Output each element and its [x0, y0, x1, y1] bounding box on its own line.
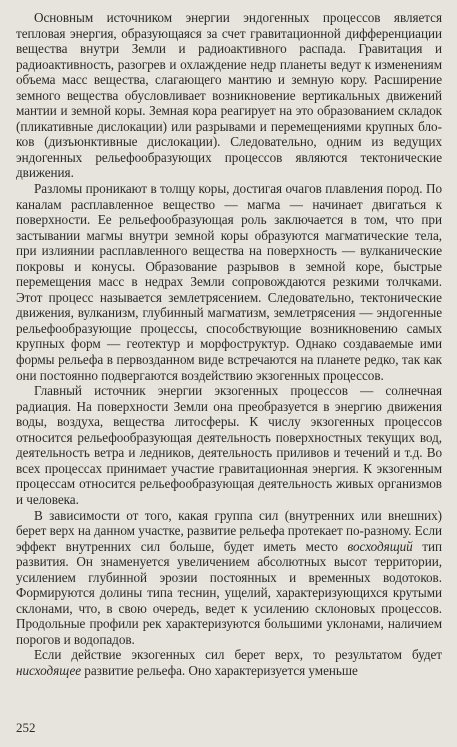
text-run: развитие рельефа. Оно характеризуется уменьше — [81, 662, 358, 678]
paragraph-2 — [16, 181, 442, 383]
italic-term: нисходящее — [16, 662, 82, 678]
text-run: Основным источником энергии эндогенных процессов является тепловая энергия, образующаяся за счет гравитационной дифференциации вещества внутри Земли и радиоактивного распада. Гравитация и радиоактивность, разогрев и охлаждение недр планеты ведут к изменениям объема масс вещества, слагающего мантию и земную кору. Расширение земного вещества обусловливает возникновение вертикальных движений мантии и земной коры. Земная кора реагирует на это образованием складок (пликативные дислокации) или разрывами и перемещениями крупных блоков (дизъюнктивные дислокации). Следовательно, одним из ведущих эндогенных рельефообразующих процессов являются тектонические движения. — [16, 10, 442, 181]
text-run: тип развития. Он знаменуется увеличением абсолютных высот территории, усилением глубинной эрозии постоянных и временных водотоков. Формируются долины типа теснин, ущелий, характеризующихся крутыми склонами, что, в свою очередь, ведет к усилению склоновых процессов. Продольные профили рек характеризуются большими уклонами, наличием порогов и водопадов. — [16, 538, 442, 647]
paragraph-1 — [16, 10, 442, 181]
paragraph-5 — [16, 647, 442, 678]
text-run: В зависимости от того, какая группа сил (внутренних или внешних) берет верх на данном участке, развитие рельефа протекает по-разному. Если эффект внутренних сил больше, будет иметь место — [16, 507, 443, 554]
text-body — [16, 10, 442, 679]
text-run: Если действие экзогенных сил берет верх, то результатом будет — [34, 647, 442, 663]
page-number: 252 — [16, 720, 36, 735]
text-run: Разломы проникают в толщу коры, достигая очагов плавления пород. По каналам расплавленное вещество — магма — начинает двигаться к поверхности. Ее рельефообразующая роль заключается в том, что при застывании магмы внутри земной коры образуются магматические тела, при излиянии расплавленного вещества на поверхность — вулканические покровы и конусы. Образование разрывов в земной коре, быстрые перемещения масс в недрах Земли сопровождаются резкими толчками. Этот процесс называется землетрясением. Следовательно, тектонические движения, вулканизм, глубинный магматизм, землетрясения — эндогенные рельефообразующие процессы, способствующие возникновению самых крупных форм — геотектур и морфоструктур. Однако создаваемые ими формы рельефа в первозданном виде встречаются на планете редко, так как они постоянно подвергаются воздействию экзогенных процессов. — [16, 181, 442, 383]
paragraph-3 — [16, 383, 442, 507]
italic-term: восходящий — [347, 538, 413, 554]
text-run: Главный источник энергии экзогенных процессов — солнечная радиация. На поверхности Земли она преобразуется в энергию движения воды, воздуха, вещества литосферы. К числу экзогенных процессов относится рельефообразующая деятельность поверхностных текущих вод, деятельность ветра и ледников, деятельность приливов и течений и т.д. Во всех процессах принимает участие гравитационная энергия. К экзогенным процессам относится рельефообразующая деятельность живых организмов и человека. — [16, 383, 442, 507]
paragraph-4 — [16, 508, 442, 648]
